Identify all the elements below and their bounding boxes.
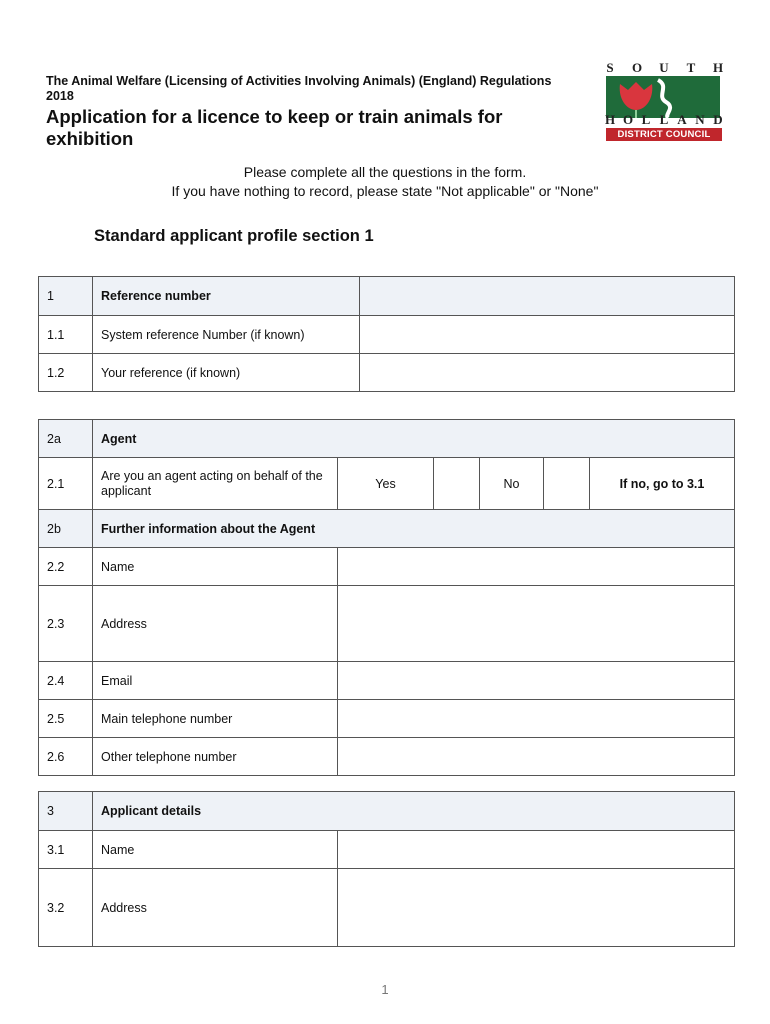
logo-word-south: S O U T H bbox=[606, 60, 724, 75]
yes-label: Yes bbox=[338, 458, 434, 510]
table-row bbox=[39, 869, 735, 947]
row-label: Further information about the Agent bbox=[93, 510, 735, 548]
row-number: 3 bbox=[39, 792, 93, 831]
row-label: Main telephone number bbox=[93, 700, 338, 738]
row-label: Your reference (if known) bbox=[93, 354, 360, 392]
row-number: 2.6 bbox=[39, 738, 93, 776]
table-row bbox=[39, 277, 735, 316]
skip-note: If no, go to 3.1 bbox=[590, 458, 735, 510]
row-number: 1 bbox=[39, 277, 93, 316]
row-label: Are you an agent acting on behalf of the applicant bbox=[93, 458, 338, 510]
row-label: Reference number bbox=[93, 277, 360, 316]
row-label: Address bbox=[93, 586, 338, 662]
row-label: Email bbox=[93, 662, 338, 700]
row-label: Applicant details bbox=[93, 792, 735, 831]
table-row bbox=[39, 831, 735, 869]
reference-number-field[interactable] bbox=[360, 277, 735, 316]
table-row bbox=[39, 792, 735, 831]
council-logo bbox=[604, 60, 724, 142]
agent-main-phone-field[interactable] bbox=[338, 700, 735, 738]
table-row bbox=[39, 586, 735, 662]
section-heading: Standard applicant profile section 1 bbox=[94, 227, 374, 245]
table-row bbox=[39, 510, 735, 548]
agent-other-phone-field[interactable] bbox=[338, 738, 735, 776]
applicant-name-field[interactable] bbox=[338, 831, 735, 869]
system-reference-field[interactable] bbox=[360, 316, 735, 354]
agent-table bbox=[38, 419, 735, 776]
row-number: 1.2 bbox=[39, 354, 93, 392]
logo-word-holland: H O L L A N D bbox=[604, 112, 723, 127]
row-label: Address bbox=[93, 869, 338, 947]
row-number: 2b bbox=[39, 510, 93, 548]
applicant-address-field[interactable] bbox=[338, 869, 735, 947]
regulation-title: The Animal Welfare (Licensing of Activities Involving Animals) (England) Regulations 2018 bbox=[46, 74, 552, 103]
your-reference-field[interactable] bbox=[360, 354, 735, 392]
row-number: 2.5 bbox=[39, 700, 93, 738]
table-row bbox=[39, 316, 735, 354]
row-number: 2.1 bbox=[39, 458, 93, 510]
no-label: No bbox=[480, 458, 544, 510]
row-number: 2a bbox=[39, 420, 93, 458]
row-label: System reference Number (if known) bbox=[93, 316, 360, 354]
row-label: Other telephone number bbox=[93, 738, 338, 776]
reference-table bbox=[38, 276, 735, 392]
yes-checkbox[interactable] bbox=[434, 458, 480, 510]
table-row bbox=[39, 700, 735, 738]
form-title: Application for a licence to keep or train animals for exhibition bbox=[46, 106, 503, 149]
applicant-table bbox=[38, 791, 735, 947]
row-label: Agent bbox=[93, 420, 735, 458]
row-number: 3.2 bbox=[39, 869, 93, 947]
row-number: 2.4 bbox=[39, 662, 93, 700]
logo-district-council: DISTRICT COUNCIL bbox=[606, 128, 722, 141]
table-row bbox=[39, 548, 735, 586]
row-number: 3.1 bbox=[39, 831, 93, 869]
row-number: 2.3 bbox=[39, 586, 93, 662]
row-label: Name bbox=[93, 831, 338, 869]
page-number: 1 bbox=[381, 982, 389, 997]
no-checkbox[interactable] bbox=[544, 458, 590, 510]
agent-address-field[interactable] bbox=[338, 586, 735, 662]
intro-line-1: Please complete all the questions in the form. bbox=[243, 164, 527, 180]
row-label: Name bbox=[93, 548, 338, 586]
intro-line-2: If you have nothing to record, please state "Not applicable" or "None" bbox=[171, 183, 599, 199]
row-number: 1.1 bbox=[39, 316, 93, 354]
agent-email-field[interactable] bbox=[338, 662, 735, 700]
table-row bbox=[39, 662, 735, 700]
table-row bbox=[39, 458, 735, 510]
table-row bbox=[39, 738, 735, 776]
table-row bbox=[39, 354, 735, 392]
agent-name-field[interactable] bbox=[338, 548, 735, 586]
row-number: 2.2 bbox=[39, 548, 93, 586]
table-row bbox=[39, 420, 735, 458]
